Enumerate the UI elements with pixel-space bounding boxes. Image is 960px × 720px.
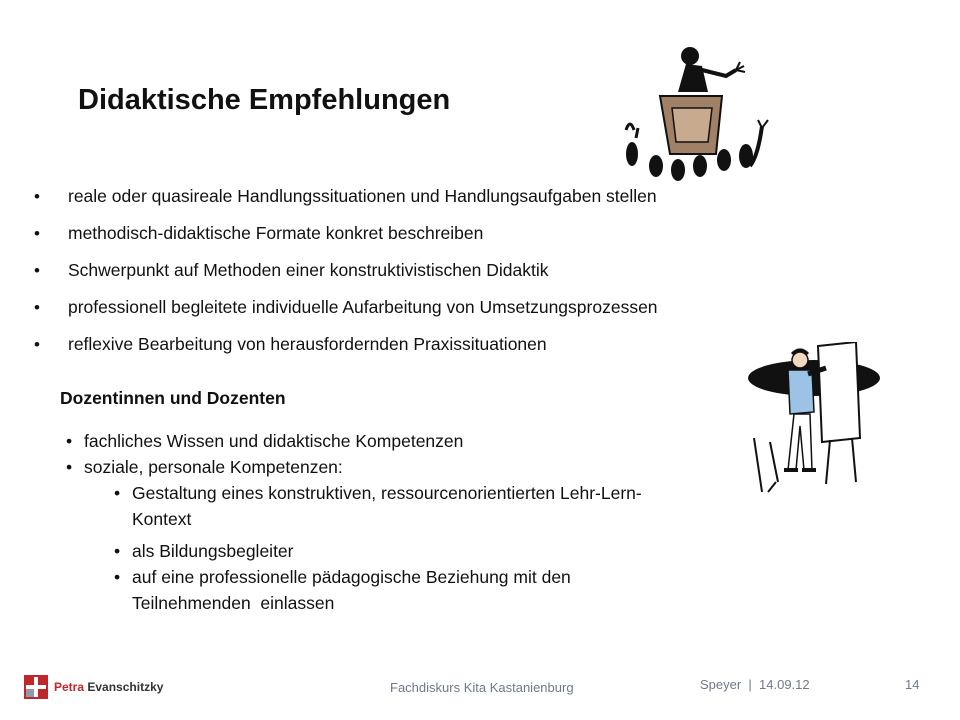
main-bullet-list [30, 178, 658, 363]
presenter-at-flipchart-icon [748, 342, 884, 498]
list-item: • als Bildungsbegleiter [114, 541, 294, 561]
list-item: • soziale, personale Kompetenzen: [66, 457, 343, 477]
list-item: • Gestaltung eines konstruktiven, ressourcenorientierten Lehr-Lern- Kontext [114, 483, 642, 529]
logo-text: Petra Evanschitzky [54, 680, 164, 694]
subheading: Dozentinnen und Dozenten [60, 388, 286, 408]
speaker-at-podium-icon [618, 42, 778, 182]
list-item: • methodisch-didaktische Formate konkret beschreiben [34, 223, 484, 243]
page-number: 14 [905, 677, 920, 692]
logo-cross-icon [24, 675, 48, 699]
list-item: • reflexive Bearbeitung von herausfordernden Praxissituationen [34, 334, 547, 354]
nested-list-container [64, 480, 642, 616]
list-item: • fachliches Wissen und didaktische Kompetenzen [66, 431, 464, 451]
company-logo [24, 675, 163, 699]
footer-event: Fachdiskurs Kita Kastanienburg [390, 680, 574, 695]
list-item: • auf eine professionelle pädagogische Beziehung mit den Teilnehmenden einlassen [114, 567, 571, 613]
list-item: • reale oder quasireale Handlungssituationen und Handlungsaufgaben stellen [34, 186, 657, 206]
slide-title: Didaktische Empfehlungen [78, 84, 451, 116]
footer-location-date: Speyer | 14.09.12 [700, 677, 810, 692]
sub-bullet-list [64, 428, 463, 480]
nested-bullet-list [64, 480, 642, 616]
list-item: • Schwerpunkt auf Methoden einer konstruktivistischen Didaktik [34, 260, 549, 280]
list-item: • professionell begleitete individuelle Aufarbeitung von Umsetzungsprozessen [34, 297, 658, 317]
